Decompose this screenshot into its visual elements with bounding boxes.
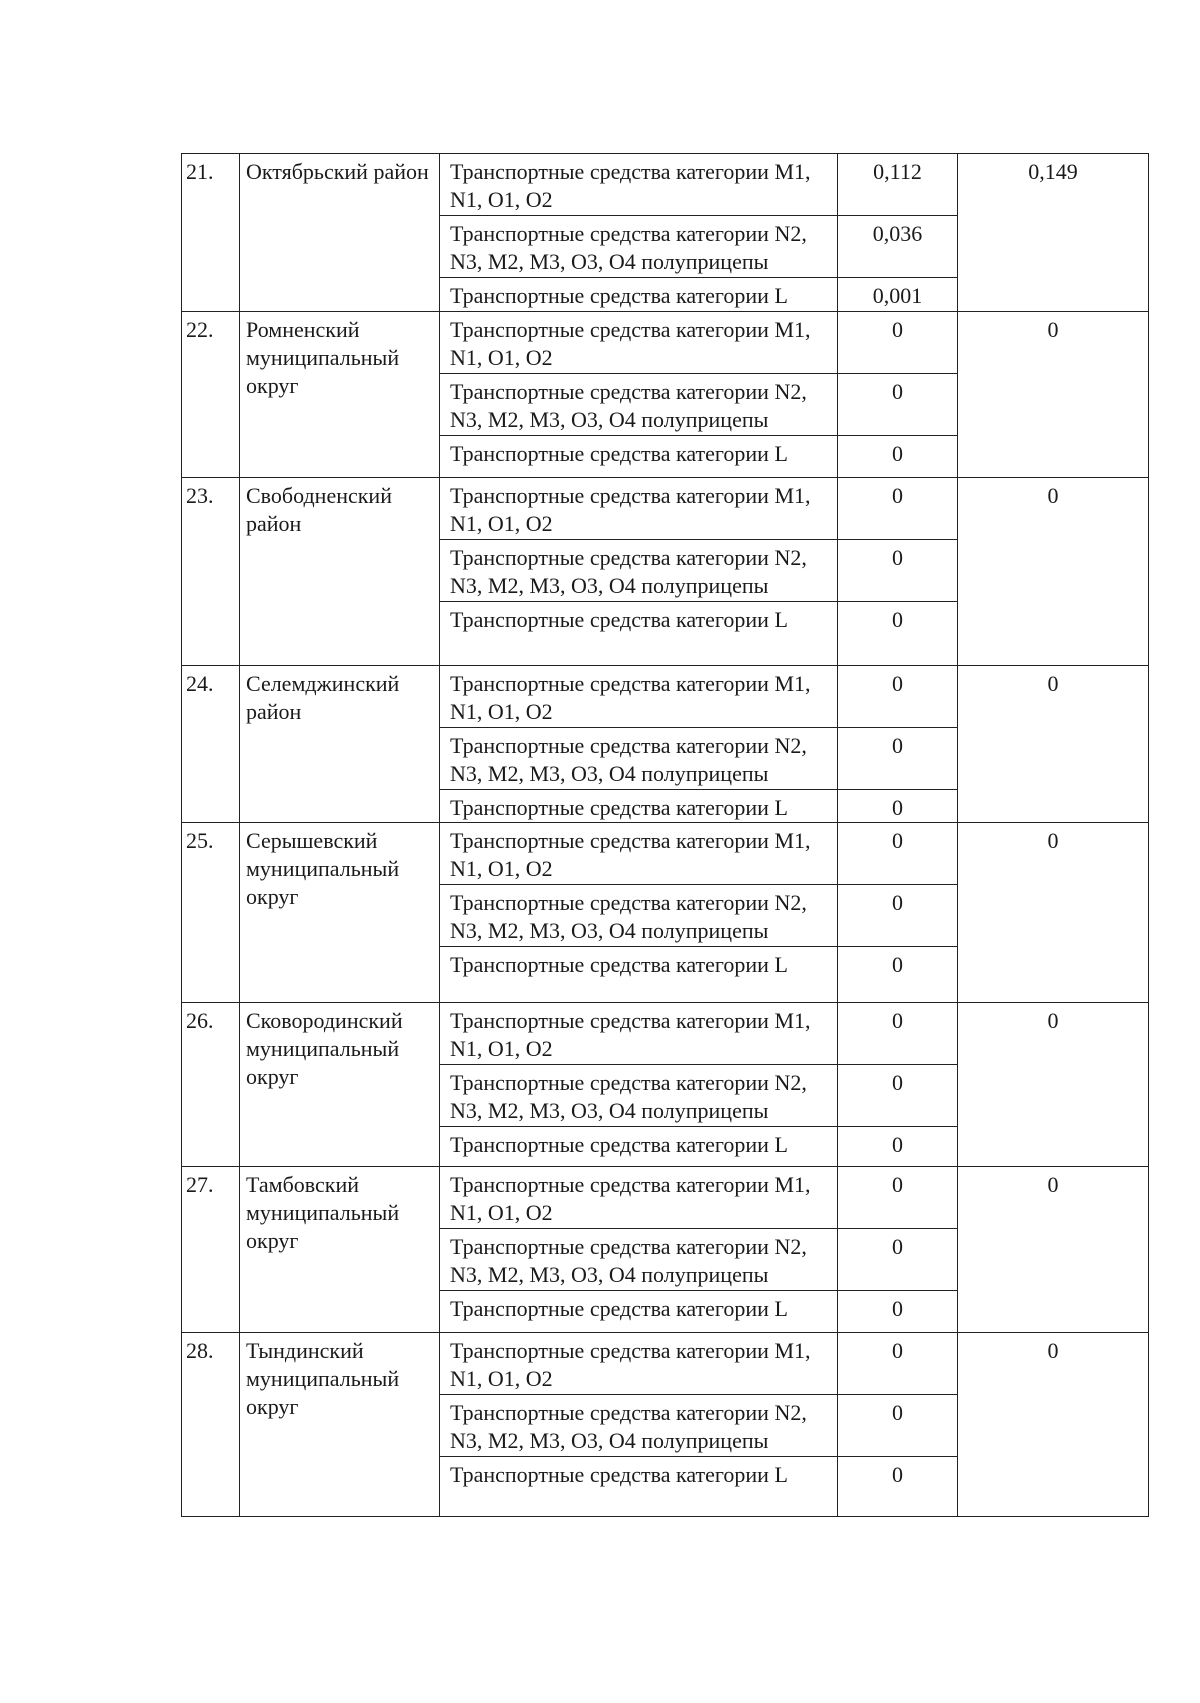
vehicle-category: Транспортные средства категории L (440, 1127, 838, 1167)
category-value: 0 (838, 312, 958, 374)
vehicle-category: Транспортные средства категории L (440, 1457, 838, 1517)
region-total: 0 (958, 666, 1149, 823)
category-value: 0 (838, 728, 958, 790)
category-value: 0 (838, 1395, 958, 1457)
category-value: 0,036 (838, 216, 958, 278)
region-total: 0 (958, 1333, 1149, 1517)
category-value: 0 (838, 478, 958, 540)
vehicle-category: Транспортные средства категории N2, N3, М2, М3, О3, О4 полуприцепы (440, 728, 838, 790)
region-number: 23. (182, 478, 240, 666)
vehicle-category: Транспортные средства категории L (440, 790, 838, 823)
table-row (182, 478, 1149, 540)
region-total: 0 (958, 1003, 1149, 1167)
region-name: Селемджинский район (240, 666, 440, 823)
region-number: 27. (182, 1167, 240, 1333)
region-total: 0 (958, 1167, 1149, 1333)
category-value: 0 (838, 1065, 958, 1127)
regions-table (181, 153, 1149, 1517)
region-number: 26. (182, 1003, 240, 1167)
vehicle-category: Транспортные средства категории М1, N1, О1, О2 (440, 1333, 838, 1395)
region-number: 28. (182, 1333, 240, 1517)
region-number: 21. (182, 154, 240, 312)
region-name: Серышевский муниципальный округ (240, 823, 440, 1003)
category-value: 0 (838, 1457, 958, 1517)
table-row (182, 154, 1149, 216)
vehicle-category: Транспортные средства категории L (440, 1291, 838, 1333)
region-total: 0,149 (958, 154, 1149, 312)
category-value: 0 (838, 823, 958, 885)
vehicle-category: Транспортные средства категории N2, N3, М2, М3, О3, О4 полуприцепы (440, 540, 838, 602)
vehicle-category: Транспортные средства категории L (440, 602, 838, 666)
vehicle-category: Транспортные средства категории N2, N3, М2, М3, О3, О4 полуприцепы (440, 1395, 838, 1457)
category-value: 0 (838, 1229, 958, 1291)
table-body (182, 154, 1149, 1517)
region-name: Сковородинский муниципальный округ (240, 1003, 440, 1167)
table-row (182, 666, 1149, 728)
region-name: Тындинский муниципальный округ (240, 1333, 440, 1517)
region-name: Октябрьский район (240, 154, 440, 312)
table-row (182, 823, 1149, 885)
table-row (182, 312, 1149, 374)
category-value: 0 (838, 374, 958, 436)
region-total: 0 (958, 312, 1149, 478)
vehicle-category: Транспортные средства категории N2, N3, М2, М3, О3, О4 полуприцепы (440, 885, 838, 947)
region-number: 25. (182, 823, 240, 1003)
vehicle-category: Транспортные средства категории L (440, 436, 838, 478)
region-name: Тамбовский муниципальный округ (240, 1167, 440, 1333)
vehicle-category: Транспортные средства категории М1, N1, О1, О2 (440, 154, 838, 216)
region-name: Ромненский муниципальный округ (240, 312, 440, 478)
vehicle-category: Транспортные средства категории N2, N3, М2, М3, О3, О4 полуприцепы (440, 1065, 838, 1127)
vehicle-category: Транспортные средства категории N2, N3, М2, М3, О3, О4 полуприцепы (440, 216, 838, 278)
region-total: 0 (958, 478, 1149, 666)
region-number: 22. (182, 312, 240, 478)
vehicle-category: Транспортные средства категории М1, N1, О1, О2 (440, 823, 838, 885)
category-value: 0,112 (838, 154, 958, 216)
category-value: 0 (838, 1003, 958, 1065)
category-value: 0 (838, 790, 958, 823)
category-value: 0 (838, 1127, 958, 1167)
table-row (182, 1167, 1149, 1229)
region-total: 0 (958, 823, 1149, 1003)
category-value: 0 (838, 540, 958, 602)
category-value: 0 (838, 602, 958, 666)
category-value: 0 (838, 885, 958, 947)
table-row (182, 1003, 1149, 1065)
vehicle-category: Транспортные средства категории М1, N1, О1, О2 (440, 1003, 838, 1065)
category-value: 0 (838, 1333, 958, 1395)
vehicle-category: Транспортные средства категории L (440, 278, 838, 312)
category-value: 0 (838, 436, 958, 478)
vehicle-category: Транспортные средства категории М1, N1, О1, О2 (440, 1167, 838, 1229)
vehicle-category: Транспортные средства категории М1, N1, О1, О2 (440, 666, 838, 728)
vehicle-category: Транспортные средства категории N2, N3, М2, М3, О3, О4 полуприцепы (440, 374, 838, 436)
vehicle-category: Транспортные средства категории N2, N3, М2, М3, О3, О4 полуприцепы (440, 1229, 838, 1291)
category-value: 0 (838, 1291, 958, 1333)
vehicle-category: Транспортные средства категории М1, N1, О1, О2 (440, 478, 838, 540)
category-value: 0,001 (838, 278, 958, 312)
vehicle-category: Транспортные средства категории М1, N1, О1, О2 (440, 312, 838, 374)
table-row (182, 1333, 1149, 1395)
category-value: 0 (838, 947, 958, 1003)
category-value: 0 (838, 1167, 958, 1229)
category-value: 0 (838, 666, 958, 728)
vehicle-category: Транспортные средства категории L (440, 947, 838, 1003)
region-name: Свободненский район (240, 478, 440, 666)
region-number: 24. (182, 666, 240, 823)
